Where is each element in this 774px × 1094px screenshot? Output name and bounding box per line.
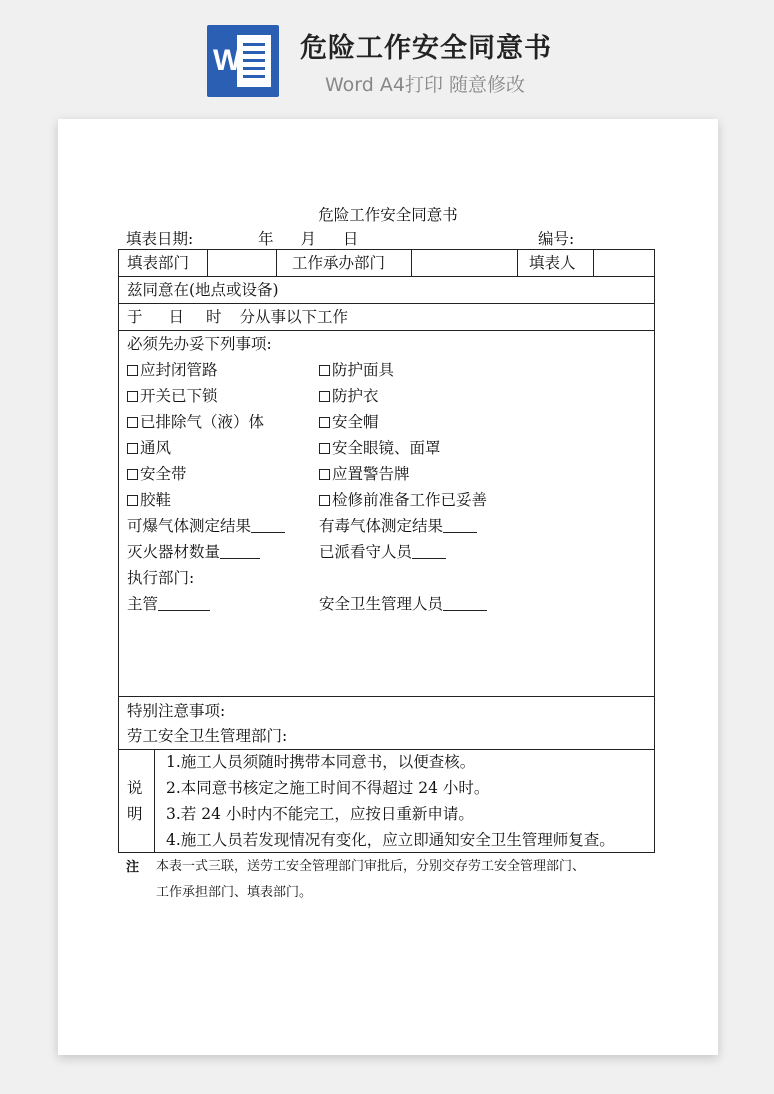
- explain-label-1: 说: [127, 779, 143, 797]
- dept-label: 填表部门: [127, 254, 190, 272]
- time-line: 于 日 时 分从事以下工作: [127, 308, 349, 326]
- note-label: 注: [126, 860, 140, 875]
- checkbox-icon[interactable]: [319, 443, 330, 454]
- checkbox-icon[interactable]: [319, 365, 330, 376]
- checkbox-icon[interactable]: [319, 469, 330, 480]
- check-item-left[interactable]: 安全带: [127, 464, 187, 484]
- labor-dept-label: 劳工安全卫生管理部门:: [127, 727, 288, 745]
- word-icon: [207, 25, 279, 97]
- dept-field[interactable]: [219, 253, 271, 273]
- explain-item: 2.本同意书核定之施工时间不得超过 24 小时。: [166, 779, 490, 797]
- check-item-right[interactable]: 安全眼镜、面罩: [319, 438, 441, 458]
- date-row: [126, 227, 359, 249]
- note-line-2: 工作承担部门、填表部门。: [156, 885, 313, 900]
- contractor-label: 工作承办部门: [292, 254, 386, 272]
- check-item-right[interactable]: 防护衣: [319, 386, 379, 406]
- filler-label: 填表人: [529, 254, 576, 272]
- explosive-test-field[interactable]: 可爆气体测定结果: [127, 516, 285, 536]
- checkbox-icon[interactable]: [127, 365, 138, 376]
- year-label: 年: [258, 230, 274, 248]
- explain-label-2: 明: [127, 805, 143, 823]
- checkbox-icon[interactable]: [127, 443, 138, 454]
- banner-subtitle: Word A4打印 随意修改: [325, 74, 526, 96]
- word-icon-letter: W: [213, 44, 242, 77]
- exec-dept-label: 执行部门:: [127, 569, 195, 587]
- check-item-right[interactable]: 检修前准备工作已妥善: [319, 490, 487, 510]
- guard-field[interactable]: 已派看守人员: [319, 542, 446, 562]
- check-item-left[interactable]: 开关已下锁: [127, 386, 218, 406]
- supervisor-field[interactable]: 主管: [127, 594, 210, 614]
- location-line: 兹同意在(地点或设备): [127, 281, 279, 299]
- checkbox-icon[interactable]: [127, 469, 138, 480]
- contractor-field[interactable]: [417, 253, 512, 273]
- checkbox-icon[interactable]: [319, 495, 330, 506]
- check-item-right[interactable]: 安全帽: [319, 412, 379, 432]
- check-item-left[interactable]: 应封闭管路: [127, 360, 218, 380]
- checkbox-icon[interactable]: [127, 417, 138, 428]
- banner-title: 危险工作安全同意书: [300, 33, 552, 64]
- special-notes-label: 特别注意事项:: [127, 702, 226, 720]
- safety-manager-field[interactable]: 安全卫生管理人员: [319, 594, 487, 614]
- check-item-left[interactable]: 已排除气（液）体: [127, 412, 264, 432]
- toxic-test-field[interactable]: 有毒气体测定结果: [319, 516, 477, 536]
- explain-item: 4.施工人员若发现情况有变化，应立即通知安全卫生管理师复查。: [166, 831, 615, 849]
- banner: [0, 0, 774, 112]
- number-label: 编号:: [538, 230, 575, 248]
- check-item-left[interactable]: 通风: [127, 438, 171, 458]
- checkbox-icon[interactable]: [319, 391, 330, 402]
- extinguisher-field[interactable]: 灭火器材数量: [127, 542, 260, 562]
- explain-item: 3.若 24 小时内不能完工，应按日重新申请。: [166, 805, 474, 823]
- explain-item: 1.施工人员须随时携带本同意书，以便查核。: [166, 753, 476, 771]
- check-item-right[interactable]: 防护面具: [319, 360, 394, 380]
- month-label: 月: [300, 230, 316, 248]
- day-label: 日: [342, 230, 359, 248]
- document-title: 危险工作安全同意书: [318, 206, 458, 224]
- document-page: [58, 119, 718, 1055]
- checkbox-icon[interactable]: [319, 417, 330, 428]
- form-table: [118, 249, 655, 853]
- check-item-right[interactable]: 应置警告牌: [319, 464, 410, 484]
- must-do-label: 必须先办妥下列事项:: [127, 335, 272, 353]
- checkbox-icon[interactable]: [127, 391, 138, 402]
- date-label: 填表日期:: [126, 230, 194, 248]
- filler-field[interactable]: [599, 253, 651, 273]
- check-item-left[interactable]: 胶鞋: [127, 490, 171, 510]
- checkbox-icon[interactable]: [127, 495, 138, 506]
- note-line-1: 本表一式三联，送劳工安全管理部门审批后，分别交存劳工安全管理部门、: [156, 859, 586, 874]
